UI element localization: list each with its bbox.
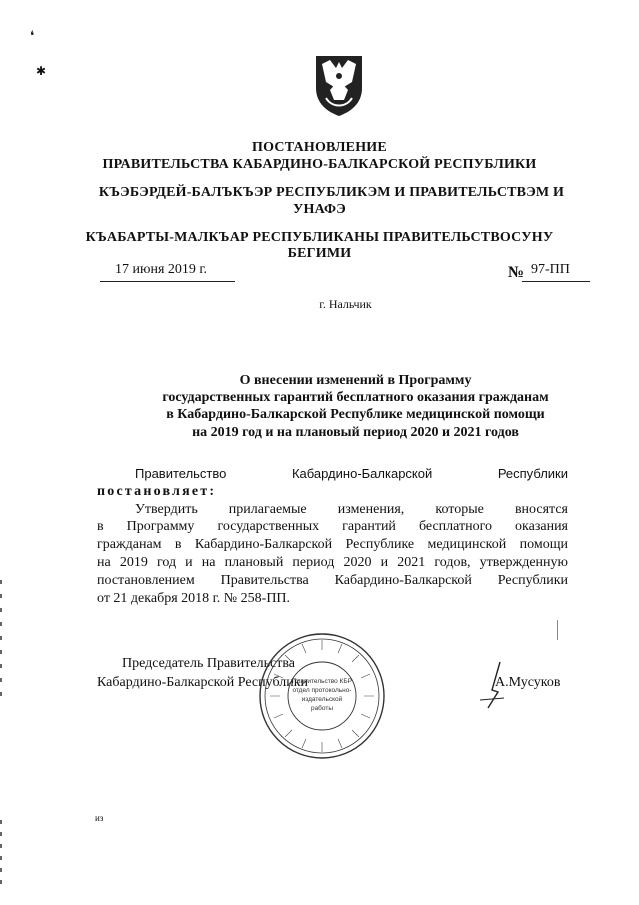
date-underline bbox=[100, 281, 235, 282]
document-date: 17 июня 2019 г. bbox=[115, 262, 208, 277]
scan-edge-artifact bbox=[0, 580, 2, 700]
number-underline bbox=[522, 281, 590, 282]
stamp-inner-line1: Правительство КБР bbox=[292, 678, 352, 685]
official-round-stamp bbox=[256, 630, 388, 762]
body-para-line1: Утвердить прилагаемые изменения, которые вносятся bbox=[135, 502, 568, 517]
document-number: 97-ПП bbox=[531, 262, 570, 277]
resolution-title-line1: О внесении изменений в Программу bbox=[239, 373, 472, 388]
resolution-title-line2: государственных гарантий бесплатного оказания гражданам bbox=[162, 390, 549, 405]
scan-mark-right bbox=[557, 620, 558, 640]
body-para-line6: от 21 декабря 2018 г. № 258-ПП. bbox=[97, 591, 291, 606]
body-para-line4: на 2019 год и на плановый период 2020 и 2021 годов, утвержденную bbox=[97, 555, 568, 570]
resolution-title-line3: в Кабардино-Балкарской Республике медицинской помощи bbox=[166, 407, 545, 422]
scan-mark-top: ❛ bbox=[30, 28, 35, 43]
issuer-ru: ПРАВИТЕЛЬСТВА КАБАРДИНО-БАЛКАРСКОЙ РЕСПУБЛИКИ bbox=[102, 157, 537, 172]
scan-edge-artifact-lower bbox=[0, 820, 2, 890]
issuer-kab-line1: КЪЭБЭРДЕЙ-БАЛЪКЪЭР РЕСПУБЛИКЭМ И ПРАВИТЕЛЬСТВЭМ И bbox=[98, 185, 565, 200]
body-para-line2: в Программу государственных гарантий бесплатного оказания bbox=[97, 519, 568, 534]
doc-type-title: ПОСТАНОВЛЕНИЕ bbox=[252, 140, 387, 155]
stamp-inner-line4: работы bbox=[310, 705, 334, 712]
stamp-inner-line2: отдел протокольно- bbox=[292, 687, 352, 694]
issuer-bal-line1: КЪАБАРТЫ-МАЛКЪАР РЕСПУБЛИКАНЫ ПРАВИТЕЛЬСТВОСУНУ bbox=[85, 230, 554, 245]
signer-position-line1: Председатель Правительства bbox=[122, 656, 295, 671]
body-decree-word: постановляет: bbox=[97, 484, 217, 499]
body-intro-line: Правительство Кабардино-Балкарской Республики bbox=[135, 466, 568, 481]
number-sign: № bbox=[508, 264, 525, 281]
scan-mark-second: ✱ bbox=[36, 64, 47, 78]
issuer-bal-line2: БЕГИМИ bbox=[287, 246, 352, 261]
signer-position-line2: Кабардино-Балкарской Республики bbox=[97, 675, 308, 690]
coat-of-arms-emblem bbox=[308, 52, 370, 118]
body-para-line3: гражданам в Кабардино-Балкарской Республике медицинской помощи bbox=[97, 537, 568, 552]
issuer-kab-line2: УНАФЭ bbox=[293, 202, 346, 217]
stamp-inner-line3: издательской bbox=[301, 696, 343, 703]
resolution-title-line4: на 2019 год и на плановый период 2020 и 2021 годов bbox=[192, 425, 519, 440]
footer-mark: из bbox=[95, 813, 104, 823]
body-para-line5: постановлением Правительства Кабардино-Балкарской Республики bbox=[97, 573, 568, 588]
handwritten-signature bbox=[470, 660, 510, 720]
city: г. Нальчик bbox=[319, 297, 372, 311]
signer-name: А.Мусуков bbox=[495, 675, 561, 690]
